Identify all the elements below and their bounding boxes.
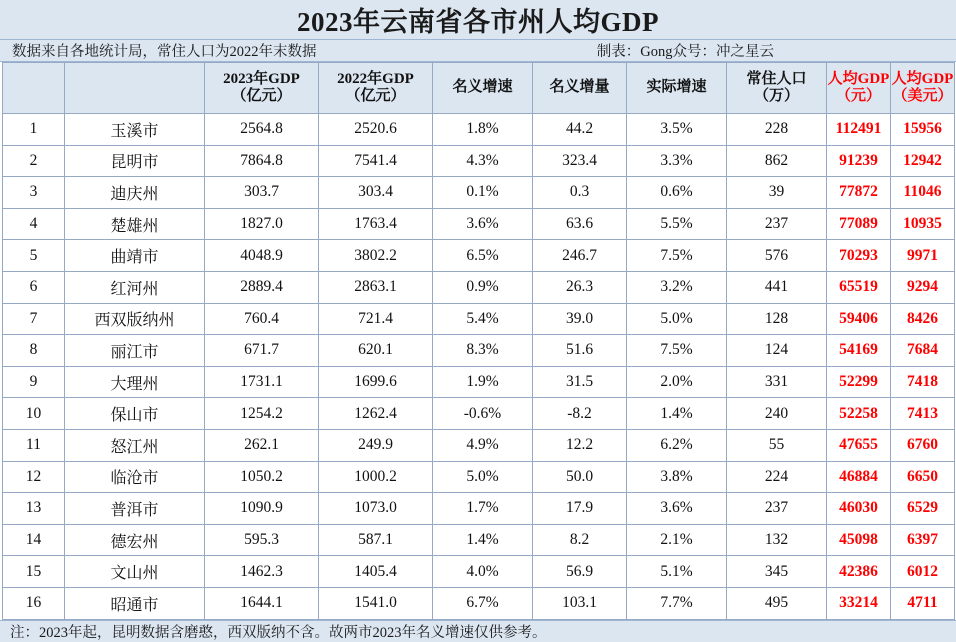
cell-nominal-increment: 12.2	[533, 429, 627, 461]
cell-nominal-rate: 1.8%	[433, 114, 533, 146]
cell-nominal-increment: 17.9	[533, 493, 627, 525]
cell-pc-gdp-cny: 46884	[827, 461, 891, 493]
cell-pc-gdp-usd: 15956	[891, 114, 955, 146]
table-row	[3, 240, 955, 272]
cell-real-rate: 3.8%	[627, 461, 727, 493]
cell-index: 7	[3, 303, 65, 335]
cell-population: 128	[727, 303, 827, 335]
table-row	[3, 114, 955, 146]
cell-pc-gdp-cny: 33214	[827, 587, 891, 619]
cell-gdp2022: 620.1	[319, 335, 433, 367]
cell-index: 8	[3, 335, 65, 367]
cell-gdp2023: 303.7	[205, 177, 319, 209]
cell-real-rate: 3.3%	[627, 145, 727, 177]
table-row	[3, 524, 955, 556]
source-note: 数据来自各地统计局，常住人口为2022年末数据	[12, 44, 317, 60]
cell-population: 576	[727, 240, 827, 272]
cell-index: 13	[3, 493, 65, 525]
cell-pc-gdp-cny: 45098	[827, 524, 891, 556]
cell-nominal-rate: 1.4%	[433, 524, 533, 556]
cell-pc-gdp-cny: 77089	[827, 208, 891, 240]
cell-nominal-increment: 56.9	[533, 556, 627, 588]
cell-gdp2023: 1644.1	[205, 587, 319, 619]
cell-pc-gdp-cny: 91239	[827, 145, 891, 177]
cell-gdp2023: 1462.3	[205, 556, 319, 588]
cell-real-rate: 3.2%	[627, 271, 727, 303]
cell-city: 文山州	[65, 556, 205, 588]
cell-pc-gdp-usd: 7413	[891, 398, 955, 430]
cell-pc-gdp-cny: 112491	[827, 114, 891, 146]
cell-real-rate: 2.1%	[627, 524, 727, 556]
cell-gdp2023: 1090.9	[205, 493, 319, 525]
cell-city: 普洱市	[65, 493, 205, 525]
cell-gdp2022: 2863.1	[319, 271, 433, 303]
cell-index: 9	[3, 366, 65, 398]
cell-population: 55	[727, 429, 827, 461]
cell-nominal-rate: 0.9%	[433, 271, 533, 303]
cell-population: 345	[727, 556, 827, 588]
cell-gdp2022: 1073.0	[319, 493, 433, 525]
table-row	[3, 335, 955, 367]
cell-population: 862	[727, 145, 827, 177]
cell-pc-gdp-cny: 70293	[827, 240, 891, 272]
column-header-population-line1: 常住人口	[746, 70, 807, 87]
cell-gdp2023: 2889.4	[205, 271, 319, 303]
cell-real-rate: 3.6%	[627, 493, 727, 525]
cell-population: 240	[727, 398, 827, 430]
cell-pc-gdp-cny: 52299	[827, 366, 891, 398]
cell-nominal-rate: 4.0%	[433, 556, 533, 588]
cell-index: 3	[3, 177, 65, 209]
column-header-real-rate-line1: 实际增速	[646, 79, 707, 96]
cell-pc-gdp-usd: 12942	[891, 145, 955, 177]
cell-gdp2023: 1731.1	[205, 366, 319, 398]
cell-city: 大理州	[65, 366, 205, 398]
gdp-table	[2, 62, 955, 620]
cell-pc-gdp-usd: 7418	[891, 366, 955, 398]
column-header-pc-gdp-usd-line1: 人均GDP	[891, 70, 954, 87]
cell-gdp2022: 1541.0	[319, 587, 433, 619]
cell-nominal-increment: 323.4	[533, 145, 627, 177]
cell-index: 5	[3, 240, 65, 272]
cell-gdp2022: 1405.4	[319, 556, 433, 588]
cell-city: 保山市	[65, 398, 205, 430]
table-row	[3, 208, 955, 240]
column-header-nominal-rate-line1: 名义增速	[452, 79, 513, 96]
page-title: 2023年云南省各市州人均GDP	[297, 7, 659, 37]
table-body	[3, 114, 955, 620]
cell-pc-gdp-usd: 9294	[891, 271, 955, 303]
cell-index: 6	[3, 271, 65, 303]
cell-nominal-rate: 6.7%	[433, 587, 533, 619]
table-row	[3, 429, 955, 461]
cell-pc-gdp-cny: 47655	[827, 429, 891, 461]
cell-gdp2023: 595.3	[205, 524, 319, 556]
cell-population: 224	[727, 461, 827, 493]
cell-population: 237	[727, 493, 827, 525]
subtitle-bar	[0, 40, 956, 62]
table-row	[3, 177, 955, 209]
cell-nominal-rate: 5.4%	[433, 303, 533, 335]
cell-gdp2022: 249.9	[319, 429, 433, 461]
cell-pc-gdp-usd: 11046	[891, 177, 955, 209]
table-row	[3, 398, 955, 430]
cell-nominal-increment: 26.3	[533, 271, 627, 303]
cell-real-rate: 5.1%	[627, 556, 727, 588]
cell-gdp2022: 7541.4	[319, 145, 433, 177]
table-header-row	[3, 63, 955, 114]
cell-index: 4	[3, 208, 65, 240]
table-row	[3, 303, 955, 335]
cell-population: 331	[727, 366, 827, 398]
column-header-gdp2023-line1: 2023年GDP	[223, 70, 300, 87]
cell-pc-gdp-usd: 4711	[891, 587, 955, 619]
cell-pc-gdp-usd: 9971	[891, 240, 955, 272]
column-header-gdp2022	[319, 63, 433, 114]
table-row	[3, 556, 955, 588]
column-header-pc-gdp-usd	[891, 63, 955, 114]
cell-nominal-rate: 8.3%	[433, 335, 533, 367]
cell-nominal-rate: 1.7%	[433, 493, 533, 525]
cell-pc-gdp-cny: 77872	[827, 177, 891, 209]
cell-nominal-rate: 3.6%	[433, 208, 533, 240]
gdp-table-container	[0, 62, 956, 620]
column-header-pc-gdp-cny	[827, 63, 891, 114]
cell-gdp2023: 1254.2	[205, 398, 319, 430]
column-header-real-rate	[627, 63, 727, 114]
cell-gdp2023: 7864.8	[205, 145, 319, 177]
cell-city: 玉溪市	[65, 114, 205, 146]
cell-index: 14	[3, 524, 65, 556]
cell-nominal-rate: 4.9%	[433, 429, 533, 461]
table-header	[3, 63, 955, 114]
column-header-gdp2022-line2: （亿元）	[345, 88, 406, 104]
cell-gdp2022: 2520.6	[319, 114, 433, 146]
cell-pc-gdp-cny: 42386	[827, 556, 891, 588]
cell-gdp2022: 1262.4	[319, 398, 433, 430]
cell-real-rate: 3.5%	[627, 114, 727, 146]
table-row	[3, 587, 955, 619]
column-header-population-line2: （万）	[753, 88, 799, 104]
cell-index: 10	[3, 398, 65, 430]
cell-index: 12	[3, 461, 65, 493]
column-header-city	[65, 63, 205, 114]
cell-nominal-increment: 31.5	[533, 366, 627, 398]
cell-population: 228	[727, 114, 827, 146]
cell-real-rate: 7.5%	[627, 240, 727, 272]
column-header-pc-gdp-cny-line1: 人均GDP	[827, 70, 890, 87]
cell-nominal-rate: 0.1%	[433, 177, 533, 209]
cell-real-rate: 7.7%	[627, 587, 727, 619]
cell-pc-gdp-cny: 59406	[827, 303, 891, 335]
cell-nominal-increment: 0.3	[533, 177, 627, 209]
cell-nominal-increment: 50.0	[533, 461, 627, 493]
cell-gdp2022: 587.1	[319, 524, 433, 556]
cell-index: 11	[3, 429, 65, 461]
cell-population: 132	[727, 524, 827, 556]
cell-city: 曲靖市	[65, 240, 205, 272]
column-header-index	[3, 63, 65, 114]
cell-population: 237	[727, 208, 827, 240]
cell-nominal-increment: 63.6	[533, 208, 627, 240]
cell-nominal-increment: -8.2	[533, 398, 627, 430]
cell-gdp2023: 1827.0	[205, 208, 319, 240]
cell-city: 临沧市	[65, 461, 205, 493]
cell-nominal-increment: 246.7	[533, 240, 627, 272]
cell-city: 丽江市	[65, 335, 205, 367]
cell-pc-gdp-cny: 46030	[827, 493, 891, 525]
cell-city: 昆明市	[65, 145, 205, 177]
cell-population: 39	[727, 177, 827, 209]
cell-population: 495	[727, 587, 827, 619]
cell-gdp2022: 3802.2	[319, 240, 433, 272]
cell-index: 16	[3, 587, 65, 619]
column-header-gdp2023-line2: （亿元）	[231, 88, 292, 104]
cell-nominal-rate: 5.0%	[433, 461, 533, 493]
cell-pc-gdp-usd: 6012	[891, 556, 955, 588]
cell-nominal-rate: 6.5%	[433, 240, 533, 272]
cell-pc-gdp-usd: 10935	[891, 208, 955, 240]
cell-real-rate: 0.6%	[627, 177, 727, 209]
cell-pc-gdp-cny: 54169	[827, 335, 891, 367]
column-header-pc-gdp-cny-line2: （元）	[835, 88, 881, 104]
cell-city: 怒江州	[65, 429, 205, 461]
cell-gdp2022: 721.4	[319, 303, 433, 335]
column-header-gdp2023	[205, 63, 319, 114]
cell-pc-gdp-usd: 6397	[891, 524, 955, 556]
cell-city: 昭通市	[65, 587, 205, 619]
cell-real-rate: 5.0%	[627, 303, 727, 335]
title-bar	[0, 0, 956, 40]
cell-pc-gdp-cny: 52258	[827, 398, 891, 430]
column-header-gdp2022-line1: 2022年GDP	[337, 70, 414, 87]
cell-gdp2023: 671.7	[205, 335, 319, 367]
cell-pc-gdp-usd: 6760	[891, 429, 955, 461]
footer-note: 注：2023年起，昆明数据含磨憨，西双版纳不含。故两市2023年名义增速仅供参考。	[10, 624, 547, 641]
cell-gdp2023: 4048.9	[205, 240, 319, 272]
cell-pc-gdp-usd: 7684	[891, 335, 955, 367]
cell-city: 迪庆州	[65, 177, 205, 209]
table-row	[3, 461, 955, 493]
cell-real-rate: 2.0%	[627, 366, 727, 398]
cell-gdp2022: 1763.4	[319, 208, 433, 240]
cell-real-rate: 5.5%	[627, 208, 727, 240]
table-row	[3, 493, 955, 525]
cell-pc-gdp-usd: 6529	[891, 493, 955, 525]
cell-index: 15	[3, 556, 65, 588]
cell-gdp2022: 303.4	[319, 177, 433, 209]
column-header-nominal-increment-line1: 名义增量	[549, 79, 610, 96]
cell-gdp2023: 760.4	[205, 303, 319, 335]
table-row	[3, 145, 955, 177]
cell-gdp2023: 262.1	[205, 429, 319, 461]
cell-city: 红河州	[65, 271, 205, 303]
cell-nominal-increment: 51.6	[533, 335, 627, 367]
cell-pc-gdp-usd: 8426	[891, 303, 955, 335]
column-header-nominal-rate	[433, 63, 533, 114]
cell-city: 西双版纳州	[65, 303, 205, 335]
cell-pc-gdp-cny: 65519	[827, 271, 891, 303]
cell-city: 德宏州	[65, 524, 205, 556]
cell-nominal-increment: 8.2	[533, 524, 627, 556]
cell-population: 441	[727, 271, 827, 303]
column-header-pc-gdp-usd-line2: （美元）	[892, 88, 953, 104]
cell-pc-gdp-usd: 6650	[891, 461, 955, 493]
table-row	[3, 271, 955, 303]
cell-nominal-increment: 103.1	[533, 587, 627, 619]
footer-bar	[0, 620, 956, 642]
cell-gdp2023: 2564.8	[205, 114, 319, 146]
cell-nominal-rate: 4.3%	[433, 145, 533, 177]
cell-nominal-rate: 1.9%	[433, 366, 533, 398]
cell-gdp2022: 1699.6	[319, 366, 433, 398]
cell-nominal-rate: -0.6%	[433, 398, 533, 430]
cell-population: 124	[727, 335, 827, 367]
credit-note: 制表：Gong众号：冲之星云	[596, 44, 774, 60]
cell-index: 1	[3, 114, 65, 146]
cell-nominal-increment: 39.0	[533, 303, 627, 335]
table-row	[3, 366, 955, 398]
cell-real-rate: 1.4%	[627, 398, 727, 430]
column-header-population	[727, 63, 827, 114]
cell-real-rate: 6.2%	[627, 429, 727, 461]
cell-city: 楚雄州	[65, 208, 205, 240]
cell-gdp2023: 1050.2	[205, 461, 319, 493]
cell-index: 2	[3, 145, 65, 177]
cell-real-rate: 7.5%	[627, 335, 727, 367]
column-header-nominal-increment	[533, 63, 627, 114]
cell-gdp2022: 1000.2	[319, 461, 433, 493]
cell-nominal-increment: 44.2	[533, 114, 627, 146]
